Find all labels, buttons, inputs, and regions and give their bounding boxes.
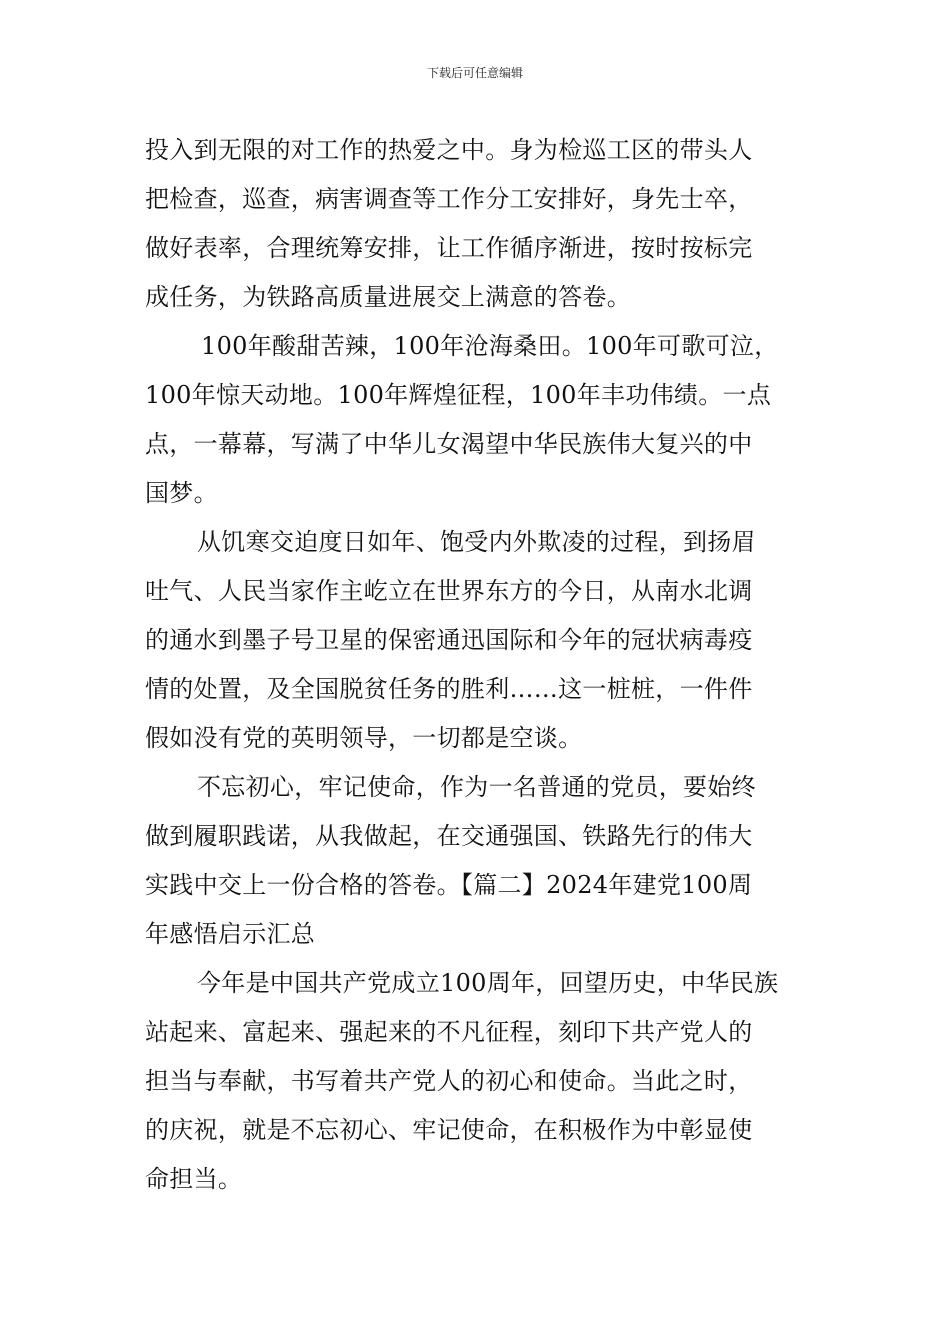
text-line: 做好表率，合理统筹安排，让工作循序渐进，按时按标完: [145, 234, 753, 262]
text-line: 投入到无限的对工作的热爱之中。身为检巡工区的带头人: [145, 136, 753, 164]
text-line: 成任务，为铁路高质量进展交上满意的答卷。: [145, 283, 631, 311]
text-line: 不忘初心，牢记使命，作为一名普通的党员，要始终: [197, 773, 756, 801]
text-line: 100年惊天动地。100年辉煌征程，100年丰功伟绩。一点: [145, 381, 772, 409]
text-line: 的庆祝，就是不忘初心、牢记使命，在积极作为中彰显使: [145, 1116, 753, 1144]
paragraph-1: [145, 126, 810, 322]
text-line: 从饥寒交迫度日如年、饱受内外欺凌的过程，到扬眉: [197, 528, 756, 556]
text-line: 把检查，巡查，病害调查等工作分工安排好，身先士卒，: [145, 185, 753, 213]
text-line: 100年酸甜苦辣，100年沧海桑田。100年可歌可泣，: [201, 332, 779, 360]
text-line: 今年是中国共产党成立100周年，回望历史，中华民族: [197, 969, 779, 997]
text-line: 实践中交上一份合格的答卷。【篇二】2024年建党100周: [145, 871, 753, 899]
paragraph-5: [145, 959, 810, 1204]
text-line: 假如没有党的英明领导，一切都是空谈。: [145, 724, 583, 752]
page-header-note: 下载后可任意编辑: [426, 66, 523, 80]
text-line: 年感悟启示汇总: [145, 920, 316, 948]
paragraph-3: [145, 518, 810, 763]
paragraph-4: [145, 763, 810, 959]
document-body: [145, 126, 810, 1204]
text-line: 站起来、富起来、强起来的不凡征程，刻印下共产党人的: [145, 1018, 753, 1046]
text-line: 吐气、人民当家作主屹立在世界东方的今日，从南水北调: [145, 577, 753, 605]
text-line: 的通水到墨子号卫星的保密通迅国际和今年的冠状病毒疫: [145, 626, 753, 654]
text-line: 国梦。: [145, 479, 218, 507]
text-line: 命担当。: [145, 1165, 243, 1193]
text-line: 做到履职践诺，从我做起，在交通强国、铁路先行的伟大: [145, 822, 753, 850]
paragraph-2: [145, 322, 810, 518]
text-line: 点，一幕幕，写满了中华儿女渴望中华民族伟大复兴的中: [145, 430, 753, 458]
text-line: 情的处置，及全国脱贫任务的胜利……这一桩桩，一件件: [145, 675, 753, 703]
text-line: 担当与奉献，书写着共产党人的初心和使命。当此之时，: [145, 1067, 753, 1095]
